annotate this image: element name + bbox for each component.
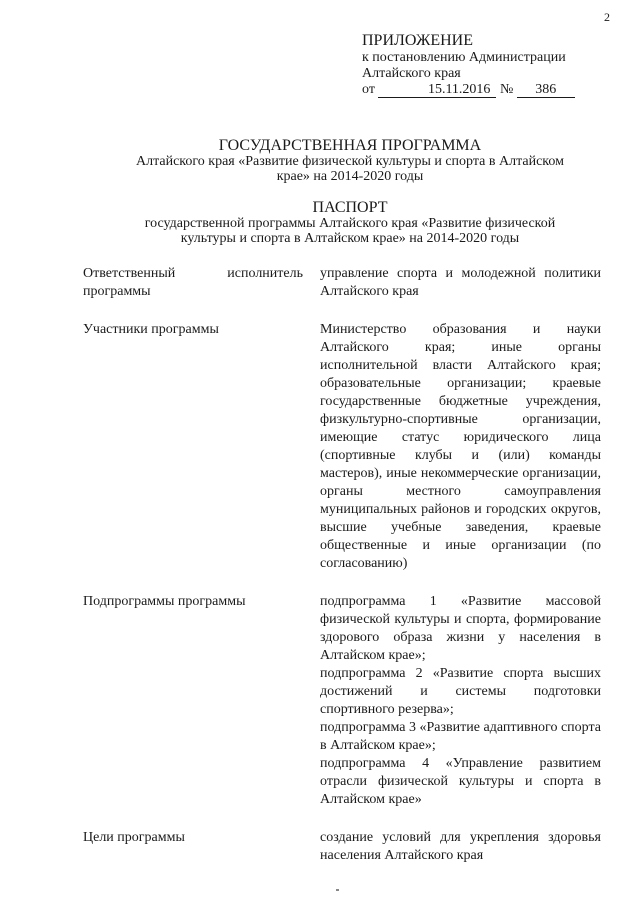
row-value [320,593,601,809]
passport-row-participants [83,321,603,573]
number-label: № [499,82,514,97]
subprogram-item: подпрограмма 2 «Развитие спорта высших достижений и системы подготовки спортивного резерва»; [320,666,601,717]
row-value: управление спорта и молодежной политики Алтайского края [320,266,601,299]
passport-row-subprograms [83,593,603,809]
row-label: Участники программы [83,322,219,337]
passport-title [60,199,640,246]
passport-table [83,265,603,865]
passport-row-goals [83,829,603,865]
row-value: Министерство образования и науки Алтайского края; иные органы исполнительной власти Алтайского края; образовательные организации; краевые государственные бюджетные учреждения, физкультурно-спортивные организации, имеющие статус юридического лица (спортивные клубы и (или) команды мастеров), иные некоммерческие организации, органы местного самоуправления муниципальных районов и городских округов, высшие учебные заведения, краевые общественные и иные организации (по согласованию) [320,322,601,571]
row-label [83,265,303,301]
row-label-line-1: Ответственный исполнитель [83,266,303,281]
row-label-line-2: программы [83,284,151,299]
appendix-date-line [362,82,622,98]
appendix-title: ПРИЛОЖЕНИЕ [362,32,474,49]
passport-subtitle-line-1: государственной программы Алтайского края «Развитие физической [144,216,556,231]
appendix-line-2: Алтайского края [362,66,461,81]
scan-mark [336,889,339,891]
from-label: от [362,82,375,97]
subprogram-item: подпрограмма 1 «Развитие массовой физической культуры и спорта, формирование здорового образа жизни у населения в Алтайском крае»; [320,594,601,663]
page-number: 2 [604,10,610,24]
decree-date: 15.11.2016 [378,83,496,98]
subprogram-item: подпрограмма 4 «Управление развитием отрасли физической культуры и спорта в Алтайском крае» [320,756,601,807]
row-label: Цели программы [83,830,185,845]
program-subtitle-line-2: крае» на 2014-2020 годы [276,169,424,184]
program-heading: ГОСУДАРСТВЕННАЯ ПРОГРАММА [218,137,482,154]
row-value: создание условий для укрепления здоровья населения Алтайского края [320,830,601,863]
passport-row-responsible [83,265,603,301]
appendix-block [362,32,622,98]
passport-heading: ПАСПОРТ [312,199,388,216]
subprogram-item: подпрограмма 3 «Развитие адаптивного спорта в Алтайском крае»; [320,720,601,753]
program-title [60,137,640,184]
appendix-line-1: к постановлению Администрации [362,50,566,65]
passport-subtitle-line-2: культуры и спорта в Алтайском крае» на 2014-2020 годы [180,231,520,246]
program-subtitle-line-1: Алтайского края «Развитие физической культуры и спорта в Алтайском [136,154,564,169]
decree-number: 386 [517,83,575,98]
row-label: Подпрограммы программы [83,594,246,609]
